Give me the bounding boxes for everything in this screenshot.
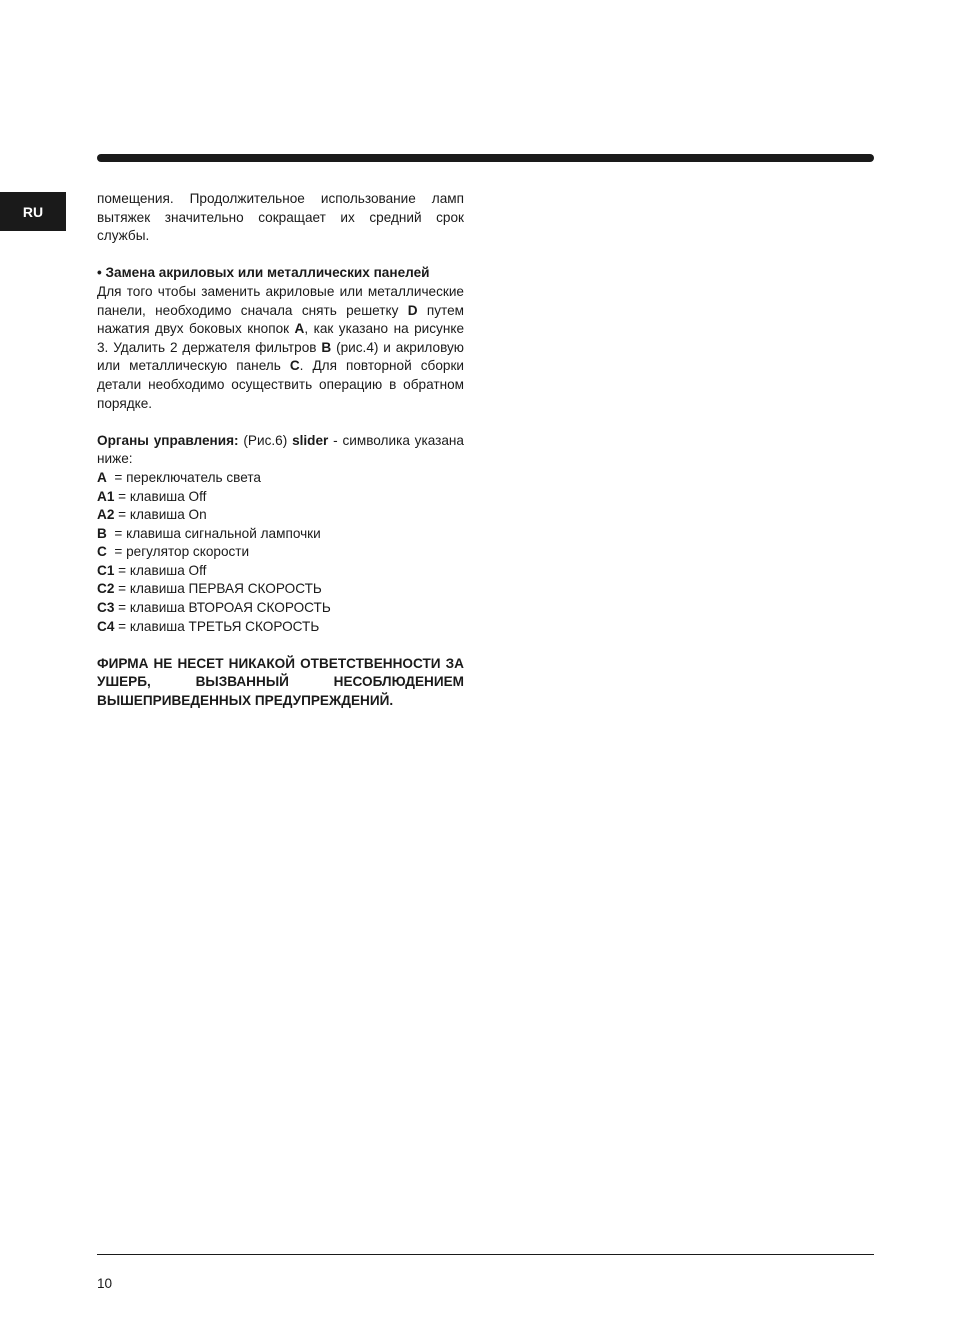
- top-rule: [97, 154, 874, 162]
- section-heading: • Замена акриловых или металлических панелей: [97, 265, 430, 281]
- liability-warning: ФИРМА НЕ НЕСЕТ НИКАКОЙ ОТВЕТСТВЕННОСТИ ЗА УШЕРБ, ВЫЗВАННЫЙ НЕСОБЛЮДЕНИЕМ ВЫШЕПРИВЕДЕННЫХ ПРЕДУПРЕЖДЕНИЙ.: [97, 655, 464, 709]
- legend-item: A = переключатель света: [97, 469, 261, 485]
- legend-item: C = регулятор скорости: [97, 544, 250, 560]
- page-number: 10: [97, 1276, 113, 1291]
- legend-item: C3 = клавиша ВТОРОАЯ СКОРОСТЬ: [97, 600, 331, 616]
- legend-item: A1 = клавиша Off: [97, 488, 207, 504]
- paragraph-lamps: помещения. Продолжительное использование ламп вытяжек значительно сокращает их средний срок службы.: [97, 191, 464, 244]
- text-column: [97, 190, 464, 711]
- controls-intro: Органы управления: (Рис.6) slider - символика указана ниже:: [97, 432, 464, 467]
- paragraph-panels: Для того чтобы заменить акриловые или металлические панели, необходимо сначала снять решетку D путем нажатия двух боковых кнопок A, как указано на рисунке 3. Удалить 2 держателя фильтров B (рис.4) и акриловую или металлическую панель C. Для повторной сборки детали необходимо осуществить операцию в обратном порядке.: [97, 283, 465, 411]
- legend-item: A2 = клавиша On: [97, 507, 207, 523]
- legend-item: B = клавиша сигнальной лампочки: [97, 525, 321, 541]
- bottom-rule: [97, 1254, 874, 1255]
- legend-item: C4 = клавиша ТРЕТЬЯ СКОРОСТЬ: [97, 618, 320, 634]
- language-tab: RU: [0, 192, 66, 231]
- controls-legend: [97, 469, 464, 636]
- legend-item: C2 = клавиша ПЕРВАЯ СКОРОСТЬ: [97, 581, 322, 597]
- legend-item: C1 = клавиша Off: [97, 562, 207, 578]
